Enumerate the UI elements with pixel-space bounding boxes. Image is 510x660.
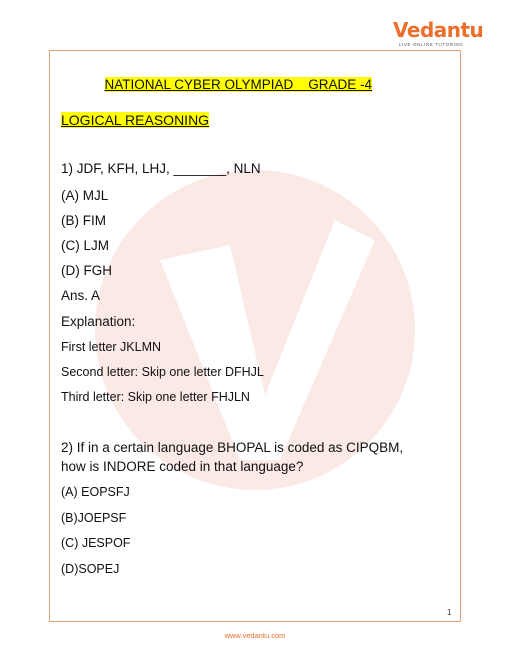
logo-wordmark: Vedantu (393, 18, 484, 42)
q1-explanation-line-3: Third letter: Skip one letter FHJLN (61, 390, 250, 404)
q1-explanation-label: Explanation: (61, 314, 136, 329)
q1-option-d: (D) FGH (61, 263, 112, 278)
question-2-line-1: 2) If in a certain language BHOPAL is coded as CIPQBM, (61, 440, 404, 455)
q1-option-a: (A) MJL (61, 188, 109, 203)
vedantu-logo (393, 18, 483, 48)
q2-option-c: (C) JESPOF (61, 536, 131, 550)
footer-url[interactable]: www.vedantu.com (224, 631, 286, 640)
page-title: NATIONAL CYBER OLYMPIAD GRADE -4 (104, 77, 373, 92)
q1-option-c: (C) LJM (61, 238, 109, 253)
q2-option-a: (A) EOPSFJ (61, 485, 130, 499)
q1-explanation-line-2: Second letter: Skip one letter DFHJL (61, 365, 264, 379)
question-2-line-2: how is INDORE coded in that language? (61, 459, 304, 474)
q2-option-b: (B)JOEPSF (61, 511, 127, 525)
section-heading: LOGICAL REASONING (61, 112, 210, 128)
q1-explanation-line-1: First letter JKLMN (61, 340, 162, 354)
q1-answer: Ans. A (61, 288, 101, 303)
logo-tagline: LIVE ONLINE TUTORING (399, 42, 464, 47)
page-number: 1 (447, 608, 452, 617)
q1-option-b: (B) FIM (61, 213, 106, 228)
q2-option-d: (D)SOPEJ (61, 562, 120, 576)
question-1: 1) JDF, KFH, LHJ, _______, NLN (61, 161, 261, 176)
